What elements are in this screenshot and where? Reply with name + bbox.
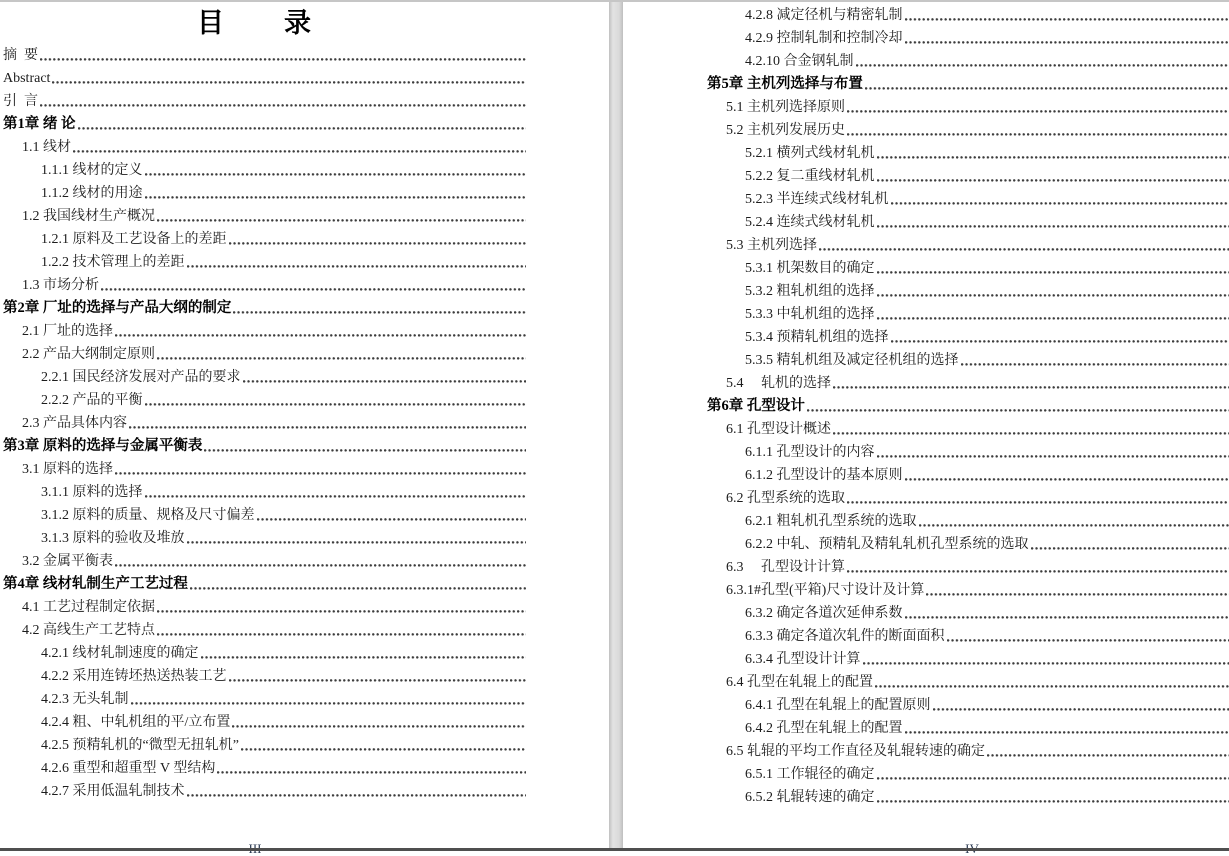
toc-entry-label: 6.1.1 孔型设计的内容	[745, 441, 875, 464]
toc-entry[interactable]	[3, 619, 527, 642]
toc-entry-label: 第1章 绪 论	[3, 113, 76, 136]
toc-dot-leader	[78, 127, 527, 130]
toc-entry-label: 1.3 市场分析	[22, 274, 99, 297]
toc-dot-leader	[807, 409, 1229, 412]
toc-entry[interactable]	[707, 717, 1229, 740]
toc-entry-label: 3.1.3 原料的验收及堆放	[41, 527, 185, 550]
toc-entry-label: 6.3.3 确定各道次轧件的断面面积	[745, 625, 945, 648]
toc-entry-label: 6.3.2 确定各道次延伸系数	[745, 602, 903, 625]
toc-dot-leader	[115, 334, 526, 337]
page-right	[623, 0, 1229, 851]
toc-list-right	[707, 4, 1229, 809]
toc-entry[interactable]	[707, 73, 1229, 96]
toc-entry[interactable]	[707, 395, 1229, 418]
toc-dot-leader	[877, 179, 1229, 182]
toc-entry-label: 6.1 孔型设计概述	[726, 418, 831, 441]
toc-dot-leader	[73, 150, 526, 153]
toc-entry-label: 3.2 金属平衡表	[22, 550, 113, 573]
toc-entry-label: 6.2 孔型系统的选取	[726, 487, 845, 510]
toc-entry-label: 3.1.2 原料的质量、规格及尺寸偏差	[41, 504, 255, 527]
toc-dot-leader	[905, 731, 1229, 734]
toc-entry-label: 4.1 工艺过程制定依据	[22, 596, 155, 619]
toc-dot-leader	[190, 587, 526, 590]
toc-entry[interactable]	[3, 458, 527, 481]
toc-entry[interactable]	[3, 251, 527, 274]
toc-dot-leader	[819, 248, 1229, 251]
toc-entry-label: 6.4 孔型在轧辊上的配置	[726, 671, 873, 694]
toc-dot-leader	[157, 357, 526, 360]
toc-entry[interactable]	[707, 349, 1229, 372]
toc-entry[interactable]	[707, 372, 1229, 395]
toc-entry-label: 6.5.1 工作辊径的确定	[745, 763, 875, 786]
toc-entry[interactable]	[3, 228, 527, 251]
toc-dot-leader	[229, 242, 527, 245]
toc-dot-leader	[905, 616, 1229, 619]
toc-dot-leader	[875, 685, 1229, 688]
toc-entry-label: 1.1 线材	[22, 136, 71, 159]
toc-entry[interactable]	[707, 786, 1229, 809]
toc-entry-label: 4.2.3 无头轧制	[41, 688, 129, 711]
toc-entry-label: 6.4.2 孔型在轧辊上的配置	[745, 717, 903, 740]
toc-entry-label: 4.2.8 减定径机与精密轧制	[745, 4, 903, 27]
toc-entry-label: 6.2.1 粗轧机孔型系统的选取	[745, 510, 917, 533]
toc-entry[interactable]	[3, 780, 527, 803]
toc-entry-label: 4.2.7 采用低温轧制技术	[41, 780, 185, 803]
toc-entry[interactable]	[3, 688, 527, 711]
toc-entry-label: 6.3.4 孔型设计计算	[745, 648, 861, 671]
toc-entry-label: 第3章 原料的选择与金属平衡表	[3, 435, 202, 458]
toc-dot-leader	[891, 202, 1229, 205]
toc-entry-label: 4.2.5 预精轧机的“微型无扭轧机”	[41, 734, 239, 757]
toc-dot-leader	[52, 81, 526, 84]
toc-entry-label: 2.1 厂址的选择	[22, 320, 113, 343]
toc-entry[interactable]	[3, 274, 527, 297]
toc-dot-leader	[233, 311, 526, 314]
toc-dot-leader	[187, 794, 527, 797]
toc-entry[interactable]	[707, 763, 1229, 786]
toc-entry-label: 3.1.1 原料的选择	[41, 481, 143, 504]
toc-entry-label: 1.1.1 线材的定义	[41, 159, 143, 182]
toc-entry[interactable]	[707, 487, 1229, 510]
toc-entry[interactable]	[3, 136, 527, 159]
toc-entry-label: 5.3.2 粗轧机组的选择	[745, 280, 875, 303]
toc-entry-label: 2.3 产品具体内容	[22, 412, 127, 435]
toc-dot-leader	[833, 432, 1229, 435]
toc-entry[interactable]	[3, 297, 527, 320]
toc-entry[interactable]	[3, 182, 527, 205]
toc-entry[interactable]	[3, 481, 527, 504]
toc-entry[interactable]	[3, 389, 527, 412]
toc-entry-label: 5.2.3 半连续式线材轧机	[745, 188, 889, 211]
toc-dot-leader	[201, 656, 527, 659]
toc-entry[interactable]	[707, 234, 1229, 257]
toc-entry[interactable]	[3, 366, 527, 389]
toc-entry[interactable]	[3, 67, 527, 90]
toc-dot-leader	[877, 455, 1229, 458]
toc-entry-label: 1.2 我国线材生产概况	[22, 205, 155, 228]
toc-entry-label: 6.4.1 孔型在轧辊上的配置原则	[745, 694, 931, 717]
toc-entry[interactable]	[3, 159, 527, 182]
toc-entry-label: 4.2.4 粗、中轧机组的平/立布置	[41, 711, 230, 734]
toc-dot-leader	[241, 748, 526, 751]
toc-dot-leader	[877, 800, 1229, 803]
toc-entry-label: 5.2 主机列发展历史	[726, 119, 845, 142]
toc-entry[interactable]	[707, 418, 1229, 441]
toc-dot-leader	[187, 265, 527, 268]
toc-dot-leader	[891, 340, 1229, 343]
toc-dot-leader	[856, 64, 1229, 67]
toc-entry[interactable]	[707, 671, 1229, 694]
toc-dot-leader	[863, 662, 1229, 665]
toc-entry[interactable]	[3, 665, 527, 688]
toc-entry-label: 6.5.2 轧辊转速的确定	[745, 786, 875, 809]
toc-dot-leader	[905, 18, 1229, 21]
toc-entry[interactable]	[707, 165, 1229, 188]
toc-dot-leader	[115, 564, 526, 567]
toc-entry[interactable]	[707, 740, 1229, 763]
toc-entry-label: 2.2 产品大纲制定原则	[22, 343, 155, 366]
toc-dot-leader	[905, 478, 1229, 481]
toc-entry-label: 1.1.2 线材的用途	[41, 182, 143, 205]
toc-dot-leader	[926, 593, 1229, 596]
toc-dot-leader	[833, 386, 1229, 389]
toc-entry[interactable]	[3, 90, 527, 113]
toc-dot-leader	[145, 403, 527, 406]
toc-dot-leader	[877, 156, 1229, 159]
toc-entry-label: 5.4 轧机的选择	[726, 372, 831, 395]
toc-entry[interactable]	[707, 464, 1229, 487]
toc-entry-label: 6.2.2 中轧、预精轧及精轧轧机孔型系统的选取	[745, 533, 1029, 556]
toc-entry[interactable]	[707, 694, 1229, 717]
toc-entry-label: 第6章 孔型设计	[707, 395, 805, 418]
toc-dot-leader	[961, 363, 1229, 366]
toc-entry-label: 5.2.2 复二重线材轧机	[745, 165, 875, 188]
toc-dot-leader	[947, 639, 1229, 642]
toc-dot-leader	[847, 110, 1229, 113]
toc-entry-label: 第4章 线材轧制生产工艺过程	[3, 573, 188, 596]
toc-entry[interactable]	[707, 119, 1229, 142]
toc-entry-label: 4.2.6 重型和超重型 V 型结构	[41, 757, 215, 780]
toc-entry[interactable]	[707, 4, 1229, 27]
toc-entry-label: 1.2.2 技术管理上的差距	[41, 251, 185, 274]
toc-entry-label: 6.5 轧辊的平均工作直径及轧辊转速的确定	[726, 740, 985, 763]
toc-entry-label: 第5章 主机列选择与布置	[707, 73, 863, 96]
toc-dot-leader	[877, 777, 1229, 780]
toc-dot-leader	[145, 196, 527, 199]
toc-entry[interactable]	[707, 441, 1229, 464]
toc-entry-label: 引 言	[3, 90, 38, 113]
toc-entry-label: 5.3.3 中轧机组的选择	[745, 303, 875, 326]
toc-entry-label: 5.3.1 机架数目的确定	[745, 257, 875, 280]
toc-dot-leader	[847, 501, 1229, 504]
toc-entry-label: 5.2.1 横列式线材轧机	[745, 142, 875, 165]
toc-dot-leader	[187, 541, 527, 544]
toc-entry[interactable]	[3, 757, 527, 780]
toc-entry[interactable]	[707, 211, 1229, 234]
toc-dot-leader	[204, 449, 526, 452]
toc-entry[interactable]	[3, 734, 527, 757]
toc-entry[interactable]	[707, 142, 1229, 165]
toc-dot-leader	[257, 518, 527, 521]
toc-entry[interactable]	[3, 412, 527, 435]
toc-entry-label: 2.2.2 产品的平衡	[41, 389, 143, 412]
toc-dot-leader	[919, 524, 1229, 527]
toc-entry[interactable]	[707, 602, 1229, 625]
toc-dot-leader	[131, 702, 527, 705]
toc-dot-leader	[865, 87, 1229, 90]
toc-dot-leader	[145, 173, 527, 176]
viewer-top-border	[0, 0, 1229, 2]
toc-dot-leader	[217, 771, 526, 774]
toc-dot-leader	[877, 225, 1229, 228]
toc-entry[interactable]	[707, 326, 1229, 349]
toc-dot-leader	[115, 472, 526, 475]
toc-dot-leader	[129, 426, 526, 429]
toc-dot-leader	[145, 495, 527, 498]
toc-dot-leader	[877, 271, 1229, 274]
toc-entry[interactable]	[3, 573, 527, 596]
toc-entry[interactable]	[707, 280, 1229, 303]
toc-entry-label: 2.2.1 国民经济发展对产品的要求	[41, 366, 241, 389]
toc-dot-leader	[40, 104, 526, 107]
toc-dot-leader	[933, 708, 1229, 711]
toc-dot-leader	[243, 380, 527, 383]
toc-entry-label: 4.2.2 采用连铸坯热送热装工艺	[41, 665, 227, 688]
toc-dot-leader	[877, 294, 1229, 297]
toc-entry[interactable]	[3, 44, 527, 67]
toc-entry[interactable]	[3, 435, 527, 458]
toc-entry[interactable]	[707, 257, 1229, 280]
toc-entry[interactable]	[707, 579, 1229, 602]
page-left	[0, 0, 609, 851]
toc-entry[interactable]	[707, 96, 1229, 119]
toc-entry[interactable]	[707, 303, 1229, 326]
toc-entry-label: 6.1.2 孔型设计的基本原则	[745, 464, 903, 487]
toc-entry[interactable]	[3, 320, 527, 343]
toc-dot-leader	[232, 725, 526, 728]
toc-entry[interactable]	[3, 596, 527, 619]
toc-entry[interactable]	[707, 510, 1229, 533]
toc-entry-label: 5.3.5 精轧机组及减定径机组的选择	[745, 349, 959, 372]
toc-entry[interactable]	[3, 642, 527, 665]
page-gap-divider	[609, 2, 623, 848]
toc-entry-label: 4.2.9 控制轧制和控制冷却	[745, 27, 903, 50]
toc-entry-label: 4.2 高线生产工艺特点	[22, 619, 155, 642]
toc-entry[interactable]	[707, 648, 1229, 671]
toc-entry[interactable]	[3, 504, 527, 527]
toc-dot-leader	[847, 570, 1229, 573]
toc-entry[interactable]	[3, 343, 527, 366]
toc-entry-label: 4.2.10 合金钢轧制	[745, 50, 854, 73]
toc-entry[interactable]	[3, 113, 527, 136]
toc-entry-label: 5.3.4 预精轧机组的选择	[745, 326, 889, 349]
toc-entry[interactable]	[3, 711, 527, 734]
toc-entry[interactable]	[707, 533, 1229, 556]
toc-dot-leader	[157, 610, 526, 613]
toc-title: 目 录	[0, 4, 510, 42]
toc-dot-leader	[157, 219, 526, 222]
toc-dot-leader	[101, 288, 526, 291]
toc-entry[interactable]	[3, 205, 527, 228]
toc-entry-label: 摘 要	[3, 44, 38, 67]
toc-dot-leader	[229, 679, 527, 682]
toc-entry-label: 3.1 原料的选择	[22, 458, 113, 481]
toc-list-left	[3, 44, 527, 803]
toc-entry[interactable]	[707, 625, 1229, 648]
toc-dot-leader	[1031, 547, 1229, 550]
toc-entry[interactable]	[707, 50, 1229, 73]
toc-entry[interactable]	[3, 527, 527, 550]
toc-entry-label: 1.2.1 原料及工艺设备上的差距	[41, 228, 227, 251]
toc-entry[interactable]	[707, 556, 1229, 579]
toc-entry-label: 5.1 主机列选择原则	[726, 96, 845, 119]
toc-dot-leader	[905, 41, 1229, 44]
toc-entry-label: 第2章 厂址的选择与产品大纲的制定	[3, 297, 231, 320]
toc-dot-leader	[847, 133, 1229, 136]
toc-dot-leader	[40, 58, 526, 61]
toc-entry[interactable]	[3, 550, 527, 573]
toc-entry-label: 6.3 孔型设计计算	[726, 556, 845, 579]
toc-entry-label: 4.2.1 线材轧制速度的确定	[41, 642, 199, 665]
toc-entry-label: 5.3 主机列选择	[726, 234, 817, 257]
toc-entry-label: Abstract	[3, 67, 50, 90]
toc-entry[interactable]	[707, 27, 1229, 50]
toc-dot-leader	[877, 317, 1229, 320]
toc-dot-leader	[157, 633, 526, 636]
toc-entry-label: 6.3.1#孔型(平箱)尺寸设计及计算	[726, 579, 924, 602]
toc-entry[interactable]	[707, 188, 1229, 211]
toc-entry-label: 5.2.4 连续式线材轧机	[745, 211, 875, 234]
toc-dot-leader	[987, 754, 1229, 757]
